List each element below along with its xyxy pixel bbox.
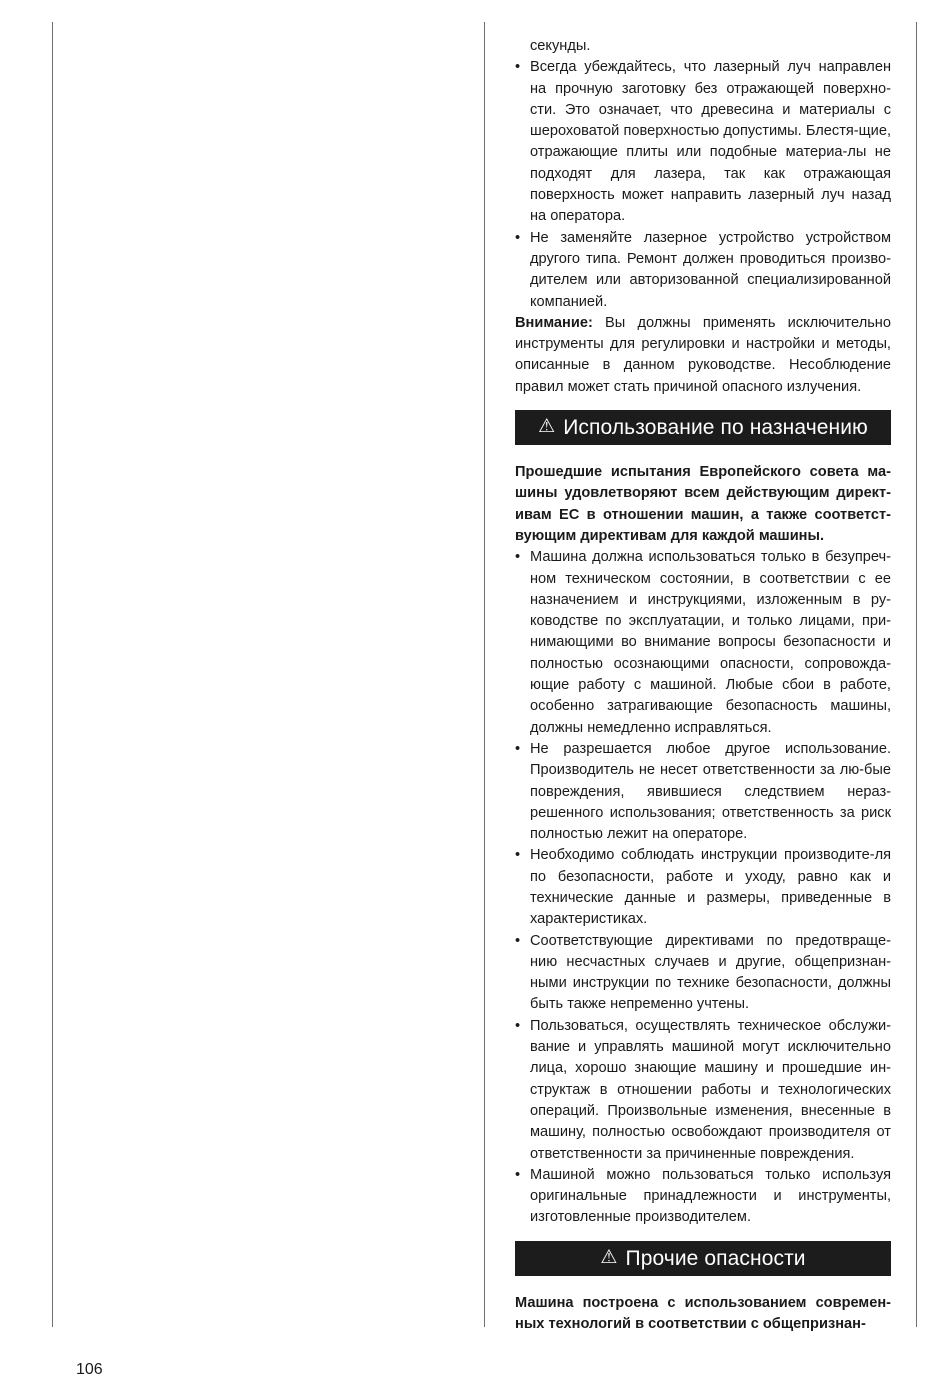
list-item-text: Необходимо соблюдать инструкции производите-ля по безопасности, работе и уходу, равно как и технические данные и размеры, приведенные в характеристиках. bbox=[530, 847, 891, 928]
right-margin-rule bbox=[916, 22, 917, 1327]
list-item bbox=[515, 1016, 891, 1165]
bullet-glyph: • bbox=[515, 740, 521, 757]
section-intro-bold: Машина построена с использованием современ-ных технологий в соответствии с общепризнан- bbox=[515, 1294, 891, 1333]
warning-triangle-icon: ⚠ bbox=[600, 1246, 618, 1268]
warning-triangle-icon: ⚠ bbox=[538, 415, 556, 437]
laser-bullet-list bbox=[515, 57, 891, 313]
list-item bbox=[515, 228, 891, 313]
list-item-text: Не заменяйте лазерное устройство устройством другого типа. Ремонт должен проводиться произво-дителем или авторизованной специализированной компанией. bbox=[530, 229, 891, 310]
intended-use-bullet-list bbox=[515, 547, 891, 1229]
left-margin-rule bbox=[52, 22, 53, 1327]
right-text-column bbox=[515, 36, 891, 1335]
list-item-text: Всегда убеждайтесь, что лазерный луч направлен на прочную заготовку без отражающей поверхно-сти. Это означает, что древесина и материалы с шероховатой поверхностью допустимы. Блестя-щие, отражающие плиты или подобные материа-лы не подходят для лазера, так как отражающая поверхность может направить лазерный луч назад на оператора. bbox=[530, 59, 891, 225]
bullet-glyph: • bbox=[515, 1166, 521, 1183]
list-item bbox=[515, 739, 891, 845]
bullet-glyph: • bbox=[515, 932, 521, 949]
list-item-text: Соответствующие директивами по предотвраще-нию несчастных случаев и другие, общепризнан-ными инструкции по технике безопасности, должны быть также непременно учтены. bbox=[530, 932, 891, 1013]
list-item bbox=[515, 1165, 891, 1229]
page-number: 106 bbox=[76, 1361, 103, 1378]
list-item-text: Машина должна использоваться только в безупреч-ном техническом состоянии, в соответствии с ее назначением и инструкциями, изложенным в ру-ководстве по эксплуатации, и только лицами, при-нимающими во внимание вопросы безопасности и полностью осознающими опасности, сопровожда-ющие работу с машиной. Любые сбои в работе, особенно затрагивающие безопасность машины, должны немедленно исправляться. bbox=[530, 549, 891, 736]
column-divider-rule bbox=[484, 22, 485, 1327]
list-item-text: Машиной можно пользоваться только используя оригинальные принадлежности и инструменты, изготовленные производителем. bbox=[530, 1166, 891, 1226]
list-item-text: Не разрешается любое другое использование. Производитель не несет ответственности за лю-бые повреждения, явившиеся следствием нераз-решенного использования; ответственность за риск полностью лежит на операторе. bbox=[530, 740, 891, 843]
list-item bbox=[515, 845, 891, 930]
list-item bbox=[515, 547, 891, 739]
bullet-glyph: • bbox=[515, 549, 521, 566]
section-heading-title: Использование по назначению bbox=[563, 415, 868, 439]
bullet-glyph: • bbox=[515, 59, 521, 76]
section-intro-bold: Прошедшие испытания Европейского совета ма-шины удовлетворяют всем действующим директ-ивам ЕС в отношении машин, а также соответст-вующим директивам для каждой машины. bbox=[515, 464, 891, 544]
bullet-glyph: • bbox=[515, 847, 521, 864]
section-heading-other-hazards bbox=[515, 1241, 891, 1276]
bullet-glyph: • bbox=[515, 1017, 521, 1034]
bullet-glyph: • bbox=[515, 229, 521, 246]
list-item bbox=[515, 57, 891, 227]
section-heading-title: Прочие опасности bbox=[625, 1246, 806, 1270]
attention-label: Внимание: bbox=[515, 314, 593, 331]
list-item-text: Пользоваться, осуществлять техническое обслужи-вание и управлять машиной могут исключительно лица, хорошо знающие машину и прошедшие ин-структаж в отношении работы и технологических операций. Произвольные изменения, внесенные в машину, полностью освобождают производителя от ответственности за причиненные повреждения. bbox=[530, 1017, 891, 1162]
section-heading-intended-use bbox=[515, 410, 891, 445]
list-item bbox=[515, 931, 891, 1016]
attention-text: Вы должны применять исключительно инструменты для регулировки и настройки и методы, описанные в данном руководстве. Несоблюдение правил может стать причиной опасного излучения. bbox=[515, 314, 891, 395]
continued-text: секунды. bbox=[530, 38, 591, 54]
attention-paragraph bbox=[515, 313, 891, 398]
